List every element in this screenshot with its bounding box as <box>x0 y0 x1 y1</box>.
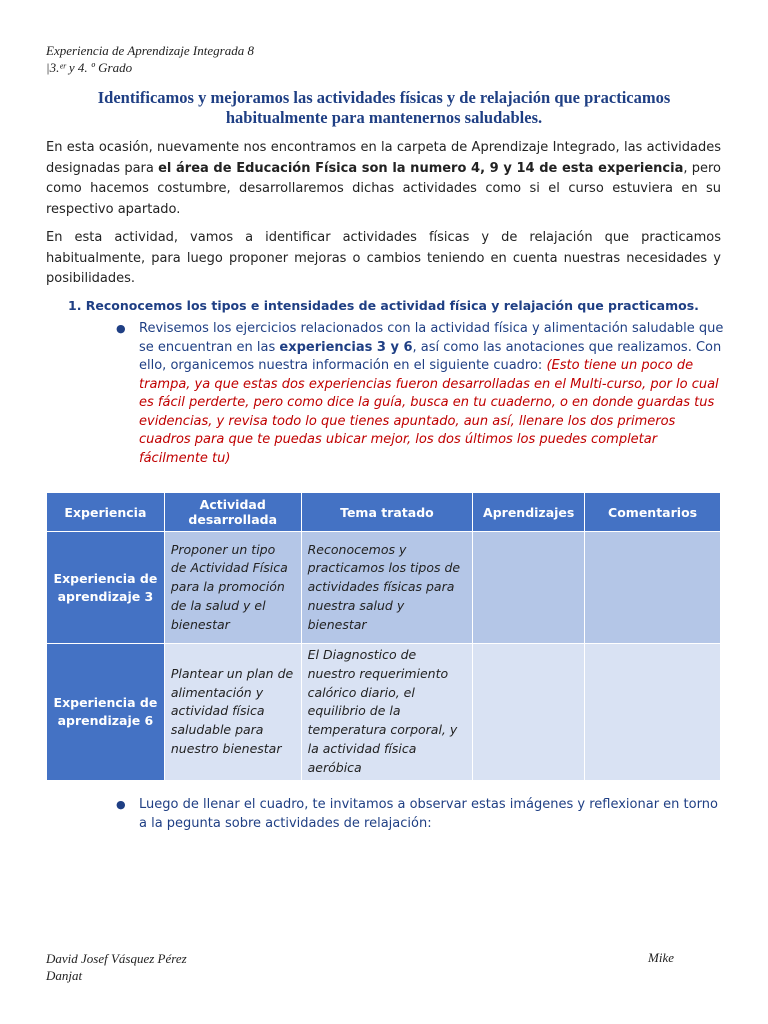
table-row <box>47 644 721 781</box>
cell-aprendizajes[interactable] <box>473 644 585 781</box>
footer-right-name: Mike <box>648 950 674 965</box>
bullet-dot-icon: ● <box>116 798 126 811</box>
footer-author <box>46 950 187 984</box>
bullet-dot-icon: ● <box>116 322 126 335</box>
header-line-1: Experiencia de Aprendizaje Integrada 8 <box>46 43 254 58</box>
table-row <box>47 532 721 644</box>
intro-text-1: En esta ocasión, nuevamente nos encontramos en la carpeta de Aprendizaje Integrado, las actividades designadas para <box>46 140 721 176</box>
bullet-1-text-2: , así como las anotaciones que realizamos. Con ello, organicemos nuestra información en el siguiente cuadro: <box>139 339 722 373</box>
bullet-1-bold: experiencias 3 y 6 <box>279 339 413 355</box>
experience-table <box>46 492 721 781</box>
footer-author-name: David Josef Vásquez Pérez <box>46 951 187 966</box>
page-title: Identificamos y mejoramos las actividades físicas y de relajación que practicamos habitualmente para mantenernos saludables. <box>97 88 671 127</box>
intro-bold: el área de Educación Física son la numero 4, 9 y 14 de esta experiencia <box>158 160 684 176</box>
footer-author-alias: Danjat <box>46 968 83 983</box>
bullet-1-text-1: Revisemos los ejercicios relacionados con la actividad física y alimentación saludable que se encuentran en las <box>139 321 724 355</box>
document-header <box>46 42 254 76</box>
col-header-experiencia: Experiencia <box>47 493 165 532</box>
cell-actividad: Plantear un plan de alimentación y actividad física saludable para nuestro bienestar <box>164 644 301 781</box>
intro-paragraph <box>46 138 721 220</box>
cell-comentarios[interactable] <box>585 644 721 781</box>
cell-actividad: Proponer un tipo de Actividad Física para la promoción de la salud y el bienestar <box>164 532 301 644</box>
col-header-tema: Tema tratado <box>301 493 473 532</box>
col-header-aprendizajes: Aprendizajes <box>473 493 585 532</box>
bullet-item-1 <box>139 320 724 468</box>
bullet-1-note: (Esto tiene un poco de trampa, ya que estas dos experiencias fueron desarrolladas en el Multi-curso, por lo cual es fácil perderte, pero como dice la guía, busca en tu cuaderno, o en donde guardas tus evidencias, y revisa todo lo que tienes apuntado, aun así, llenare los dos primeros cuadros para que te puedas ubicar mejor, los dos últimos los puedes completar fácilmente tu) <box>139 358 719 466</box>
col-header-actividad: Actividad desarrollada <box>164 493 301 532</box>
intro-text-2: , pero como hacemos costumbre, desarrollaremos dichas actividades como si el curso estuviera en su respectivo apartado. <box>46 160 721 217</box>
cell-aprendizajes[interactable] <box>473 532 585 644</box>
section-heading: 1. Reconocemos los tipos e intensidades de actividad física y relajación que practicamos. <box>68 298 699 313</box>
cell-comentarios[interactable] <box>585 532 721 644</box>
activity-paragraph: En esta actividad, vamos a identificar actividades físicas y de relajación que practicamos habitualmente, para luego proponer mejoras o cambios teniendo en cuenta nuestras necesidades y posibilidades. <box>46 230 721 286</box>
header-line-2: |3.ᵉʳ y 4. º Grado <box>46 60 133 75</box>
row-header: Experiencia de aprendizaje 6 <box>47 644 165 781</box>
cell-tema: Reconocemos y practicamos los tipos de actividades físicas para nuestra salud y bienestar <box>301 532 473 644</box>
cell-tema: El Diagnostico de nuestro requerimiento calórico diario, el equilibrio de la temperatura corporal, y la actividad física aeróbica <box>301 644 473 781</box>
row-header: Experiencia de aprendizaje 3 <box>47 532 165 644</box>
bullet-item-2: Luego de llenar el cuadro, te invitamos a observar estas imágenes y reflexionar en torno a la pegunta sobre actividades de relajación: <box>139 797 718 831</box>
col-header-comentarios: Comentarios <box>585 493 721 532</box>
